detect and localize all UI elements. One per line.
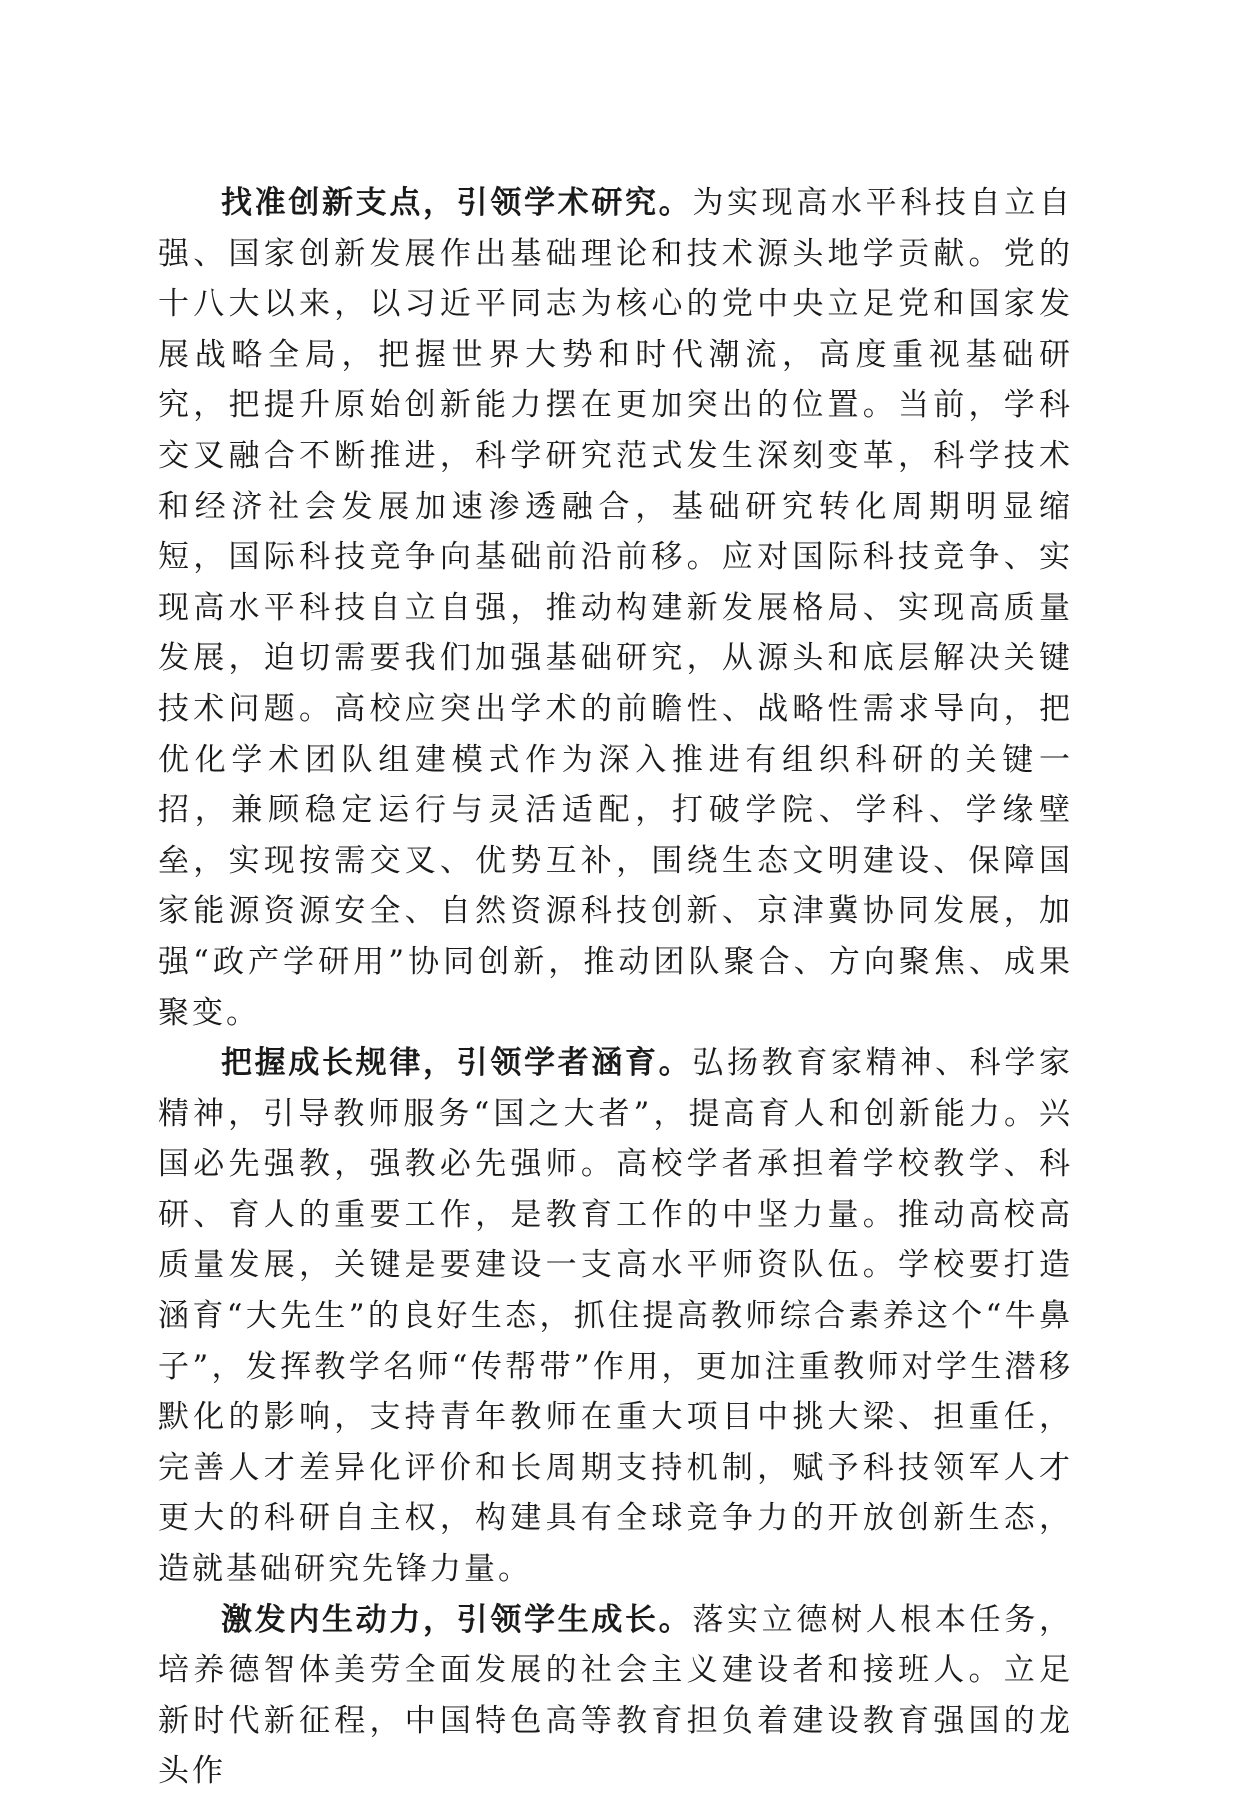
paragraph-scholar-development [158,1038,1073,1595]
paragraph-text: 落实立德树人根本任务，培养德智体美劳全面发展的社会主义建设者和接班人。立足新时代新征程，中国特色高等教育担负着建设教育强国的龙头作 [158,1601,1074,1790]
paragraph-text: 弘扬教育家精神、科学家精神，引导教师服务“国之大者”，提高育人和创新能力。兴国必先强教，强教必先强师。高校学者承担着学校教学、科研、育人的重要工作，是教育工作的中坚力量。推动高校高质量发展，关键是要建设一支高水平师资队伍。学校要打造涵育“大先生”的良好生态，抓住提高教师综合素养这个“牛鼻子”，发挥教学名师“传帮带”作用，更加注重教师对学生潜移默化的影响，支持青年教师在重大项目中挑大梁、担重任，完善人才差异化评价和长周期支持机制，赋予科技领军人才更大的科研自主权，构建具有全球竞争力的开放创新生态，造就基础研究先锋力量。 [158,1045,1074,1588]
document-body [158,178,1073,1797]
paragraph-lead: 激发内生动力，引领学生成长。 [221,1601,693,1638]
paragraph-student-growth [158,1595,1073,1797]
paragraph-text: 为实现高水平科技自立自强、国家创新发展作出基础理论和技术源头地学贡献。党的十八大以来，以习近平同志为核心的党中央立足党和国家发展战略全局，把握世界大势和时代潮流，高度重视基础研究，把提升原始创新能力摆在更加突出的位置。当前，学科交叉融合不断推进，科学研究范式发生深刻变革，科学技术和经济社会发展加速渗透融合，基础研究转化周期明显缩短，国际科技竞争向基础前沿前移。应对国际科技竞争、实现高水平科技自立自强，推动构建新发展格局、实现高质量发展，迫切需要我们加强基础研究，从源头和底层解决关键技术问题。高校应突出学术的前瞻性、战略性需求导向，把优化学术团队组建模式作为深入推进有组织科研的关键一招，兼顾稳定运行与灵活适配，打破学院、学科、学缘壁垒，实现按需交叉、优势互补，围绕生态文明建设、保障国家能源资源安全、自然资源科技创新、京津冀协同发展，加强“政产学研用”协同创新，推动团队聚合、方向聚焦、成果聚变。 [158,185,1074,1031]
paragraph-lead: 把握成长规律，引领学者涵育。 [221,1045,693,1082]
paragraph-lead: 找准创新支点，引领学术研究。 [221,185,693,221]
paragraph-academic-research [158,178,1073,1038]
